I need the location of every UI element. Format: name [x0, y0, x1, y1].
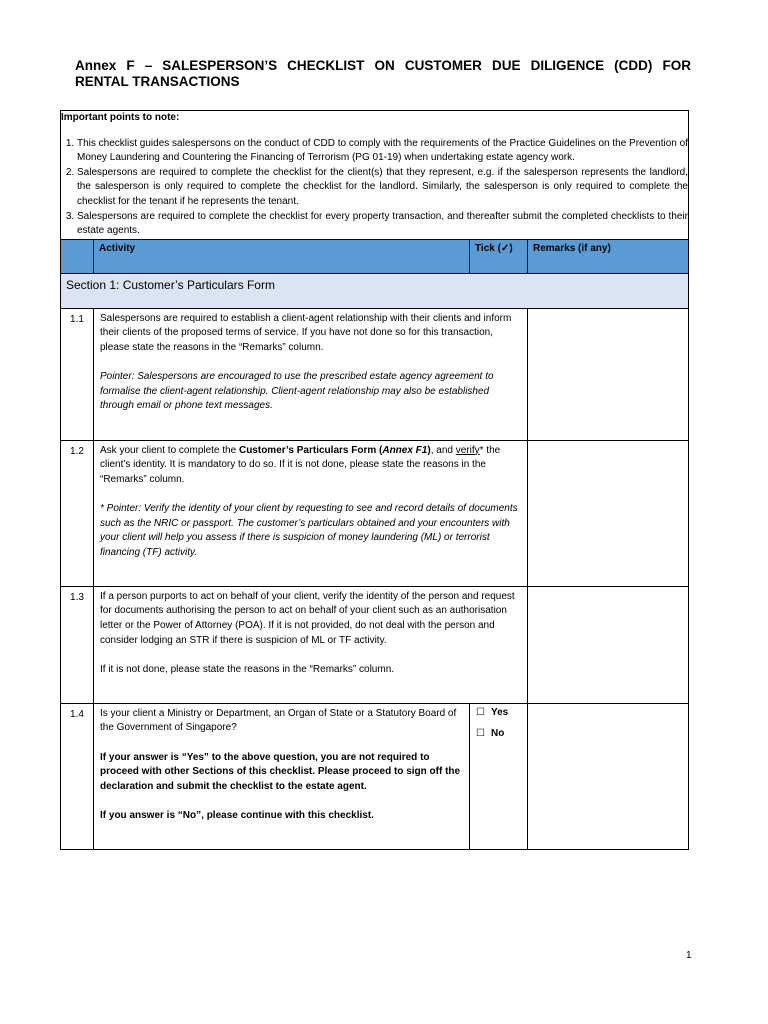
- question-text: Is your client a Ministry or Department, an Organ of State or a Statutory Board of the Government of Singapore?: [100, 707, 457, 734]
- activity-cell: [94, 703, 470, 849]
- row-number: 1.4: [61, 703, 94, 849]
- option-yes-label: Yes: [490, 706, 509, 718]
- row-number: 1.2: [61, 440, 94, 586]
- section-1-row: [61, 273, 689, 308]
- header-remarks: Remarks (if any): [528, 239, 689, 273]
- row-number: 1.3: [61, 586, 94, 703]
- verify-term: verify: [455, 444, 480, 456]
- text-part: Ask your client to complete the: [100, 444, 239, 456]
- title-line-2: RENTAL TRANSACTIONS: [75, 74, 240, 89]
- activity-cell: [94, 440, 528, 586]
- checkbox-icon[interactable]: ☐: [476, 727, 485, 739]
- row-number: 1.1: [61, 308, 94, 440]
- table-header-row: [61, 239, 689, 273]
- important-notes: [61, 111, 689, 240]
- header-activity: Activity: [94, 239, 470, 273]
- activity-text: If a person purports to act on behalf of your client, verify the identity of the person and request for documents authorising the person to act on behalf of your client such as an authorisation letter or the Power of Attorney (POA). If it is not provided, do not deal with the person and consider lodging an STR if there is suspicion of ML or TF activity.: [100, 590, 515, 646]
- no-note: If you answer is “No”, please continue with this checklist.: [100, 809, 374, 821]
- note-item: 2. Salespersons are required to complete the checklist for the client(s) that they represent, e.g. if the salesperson represents the landlord, the salesperson is only required to complete the checklist for the landlord. Similarly, the salesperson is only required to complete the checklist for the tenant if he represents the tenant.: [77, 166, 688, 210]
- notes-heading: Important points to note:: [61, 112, 180, 123]
- activity-cell: [94, 308, 528, 440]
- option-no-label: No: [490, 727, 505, 739]
- cdd-checklist-table: [60, 110, 689, 850]
- table-row: [61, 308, 689, 440]
- note-item: 1. This checklist guides salespersons on the conduct of CDD to comply with the requirements of the Practice Guidelines on the Prevention of Money Laundering and Countering the Financing of Terrorism (PG 01-19) when undertaking estate agency work.: [77, 137, 688, 166]
- form-name-close: ): [427, 444, 431, 456]
- table-row: [61, 586, 689, 703]
- activity-text: Salespersons are required to establish a client-agent relationship with their clients and inform their clients of the proposed terms of service. If you have not done so for this transaction, please state the reasons in the “Remarks” column.: [100, 312, 512, 353]
- pointer-text: * Pointer: Verify the identity of your client by requesting to see and record details of documents such as the NRIC or passport. The customer’s particulars obtained and your encounters with your client will help you assess if there is suspicion of money laundering (ML) or terrorist financing (TF) activity.: [100, 503, 518, 558]
- table-row: [61, 440, 689, 586]
- yes-note: If your answer is “Yes” to the above question, you are not required to proceed with other Sections of this checklist. Please proceed to sign off the declaration and submit the checklist to the estate agent.: [100, 751, 461, 792]
- option-yes[interactable]: [476, 707, 521, 718]
- text-part: , and: [430, 444, 456, 456]
- activity-text: If it is not done, please state the reasons in the “Remarks” column.: [100, 663, 395, 675]
- activity-text: [100, 444, 521, 488]
- section-1-heading: Section 1: Customer’s Particulars Form: [61, 273, 689, 308]
- checkbox-icon[interactable]: ☐: [476, 706, 485, 718]
- header-number-cell: [61, 239, 94, 273]
- activity-cell: [94, 586, 528, 703]
- remarks-cell[interactable]: [528, 440, 689, 586]
- remarks-cell[interactable]: [528, 308, 689, 440]
- title-line-1: Annex F – SALESPERSON’S CHECKLIST ON CUSTOMER DUE DILIGENCE (CDD) FOR: [75, 58, 691, 73]
- notes-list: [61, 137, 688, 239]
- form-name: Customer’s Particulars Form (: [238, 444, 383, 456]
- option-no[interactable]: [476, 728, 521, 739]
- notes-row: [61, 111, 689, 240]
- pointer-text: Pointer: Salespersons are encouraged to use the prescribed estate agency agreement to formalise the client-agent relationship. Client-agent relationship may also be established through email or phone text messages.: [100, 371, 494, 412]
- note-item: 3. Salespersons are required to complete the checklist for every property transaction, and thereafter submit the completed checklists to their estate agents.: [77, 210, 688, 239]
- remarks-cell[interactable]: [528, 703, 689, 849]
- page-number: 1: [686, 950, 692, 961]
- tick-cell: [470, 703, 528, 849]
- header-tick: Tick (✓): [470, 239, 528, 273]
- table-row: [61, 703, 689, 849]
- remarks-cell[interactable]: [528, 586, 689, 703]
- text-part: * the client’s identity. It is mandatory to do so. If it is not done, please state the reasons in the “Remarks” column.: [100, 444, 501, 485]
- annex-ref: Annex F1: [382, 444, 428, 456]
- document-title: [75, 58, 691, 90]
